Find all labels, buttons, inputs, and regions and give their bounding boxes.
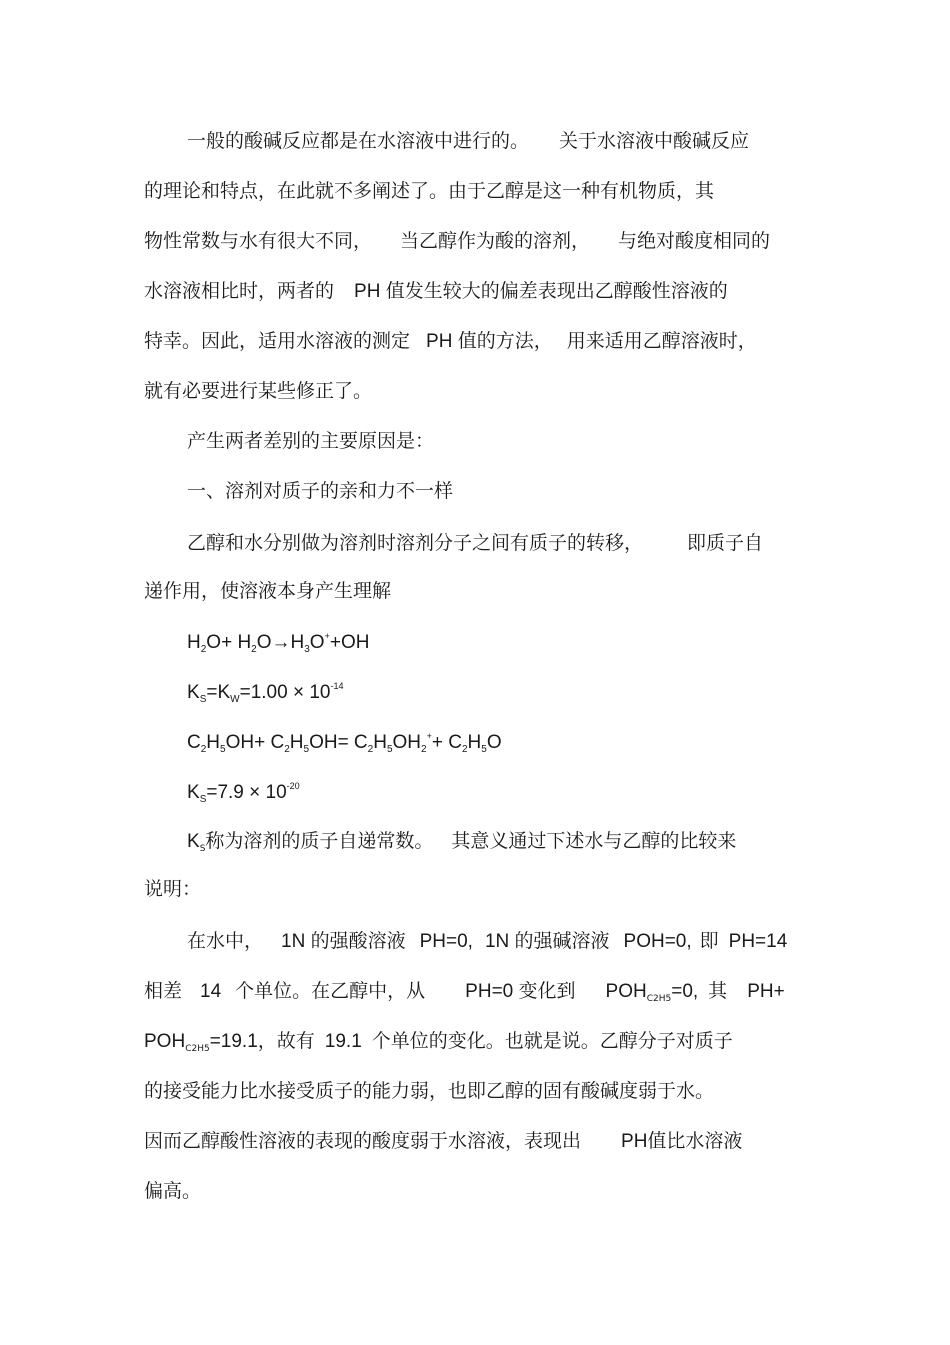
equation-ks-water	[187, 682, 343, 705]
text-run: 即质子自	[687, 532, 764, 554]
text-run: 产生两者差别的主要原因是：	[187, 430, 435, 452]
text-run: PH=14	[728, 931, 788, 952]
text-run: =7.9 × 10	[206, 782, 287, 803]
text-run: H	[206, 732, 221, 753]
text-run: H	[187, 632, 201, 653]
text-run: H	[373, 732, 387, 753]
p6-line-2	[144, 982, 785, 1004]
p1-line-2	[144, 182, 714, 201]
superscript: -14	[330, 681, 344, 691]
text-run: OH+ C	[225, 732, 285, 753]
subscript: 2	[200, 644, 207, 655]
text-run: 即	[699, 930, 719, 952]
text-run: 说明：	[144, 878, 202, 900]
p6-line-6	[144, 1182, 201, 1201]
subscript: 2	[461, 744, 468, 755]
subscript: 3	[304, 644, 310, 655]
subscript: 2	[421, 744, 427, 755]
text-run: 19.1	[324, 1031, 362, 1052]
text-run: 称为溶剂的质子自递常数。	[205, 830, 434, 852]
p2-line	[187, 432, 434, 451]
text-run: 相差	[144, 980, 183, 1002]
text-run: 乙醇和水分别做为溶剂时溶剂分子之间有质子的转移，	[187, 532, 644, 554]
text-run: 偏高。	[144, 1180, 202, 1202]
p4-line-1	[187, 534, 763, 553]
text-run: 水溶液相比时，两者的	[144, 280, 335, 302]
text-run: 因而乙醇酸性溶液的表现的酸度弱于水溶液，表现出	[144, 1130, 582, 1152]
subscript: 2	[284, 744, 290, 755]
subscript: 5	[220, 744, 226, 755]
equation-ethanol-autoprotolysis	[187, 732, 502, 755]
text-run: 1N 的强酸溶液	[281, 931, 406, 952]
text-run: 特幸。因此，适用水溶液的测定	[144, 330, 411, 352]
superscript: +	[426, 731, 432, 741]
text-run: POH	[144, 1031, 186, 1052]
text-run: POH	[605, 981, 647, 1002]
subscript: S	[199, 794, 207, 805]
text-run: 其意义通过下述水与乙醇的比较来	[451, 830, 737, 852]
superscript: -20	[286, 781, 300, 791]
subscript: 2	[367, 744, 374, 755]
text-run: K	[187, 682, 200, 703]
p1-line-5	[144, 332, 757, 351]
text-run: =1.00 × 10	[239, 682, 331, 703]
text-run: 一、溶剂对质子的亲和力不一样	[187, 480, 454, 502]
text-run: O+ H	[206, 632, 252, 653]
subscript: 5	[386, 744, 393, 755]
text-run: H	[289, 732, 304, 753]
text-run: OH	[392, 732, 422, 753]
text-run: 个单位。在乙醇中，从	[235, 980, 426, 1002]
p6-line-3	[144, 1032, 733, 1054]
p6-line-5	[144, 1132, 742, 1151]
text-run: =0,	[671, 981, 699, 1002]
text-run: PH值比水溶液	[621, 1131, 743, 1152]
text-run: 关于水溶液中酸碱反应	[559, 130, 750, 152]
subscript: C2H5	[185, 1044, 210, 1054]
text-run: O	[486, 732, 502, 753]
text-run: O→H	[256, 632, 305, 653]
subscript: 2	[251, 644, 257, 655]
equation-ks-ethanol	[187, 782, 300, 805]
p6-line-4	[144, 1082, 714, 1101]
text-run: OH= C	[309, 732, 368, 753]
subscript: C2H5	[646, 994, 672, 1004]
text-run: PH 值的方法，	[426, 331, 553, 352]
text-run: POH=0,	[623, 931, 692, 952]
text-run: 就有必要进行某些修正了。	[144, 380, 373, 402]
text-run: H	[467, 732, 482, 753]
text-run: 其	[708, 980, 728, 1002]
subscript: S	[199, 694, 207, 705]
p6-line-1	[187, 932, 787, 951]
text-run: 用来适用乙醇溶液时，	[566, 330, 757, 352]
p5-line-1	[187, 832, 736, 854]
text-run: =K	[206, 682, 231, 703]
text-run: +OH	[329, 632, 370, 653]
subscript: S	[199, 844, 206, 854]
text-run: PH+	[747, 981, 785, 1002]
text-run: 的接受能力比水接受质子的能力弱，也即乙醇的固有酸碱度弱于水。	[144, 1080, 715, 1102]
text-run: 个单位的变化。也就是说。乙醇分子对质子	[371, 1030, 733, 1052]
p5-line-2	[144, 880, 201, 899]
text-run: PH 值发生较大的偏差表现出乙醇酸性溶液的	[354, 281, 728, 302]
text-run: PH=0 变化到	[465, 981, 576, 1002]
p1-line-6	[144, 382, 372, 401]
text-run: 1N 的强碱溶液	[484, 931, 610, 952]
p1-line-4	[144, 282, 728, 301]
equation-water-autoprotolysis	[187, 632, 369, 655]
text-run: O	[309, 632, 325, 653]
text-run: =19.1，故有	[209, 1031, 315, 1052]
superscript: +	[324, 631, 330, 641]
text-run: 当乙醇作为酸的溶剂，	[400, 230, 591, 252]
text-run: 14	[200, 981, 222, 1002]
text-run: 的理论和特点，在此就不多阐述了。由于乙醇是这一种有机物质，其	[144, 180, 715, 202]
text-run: K	[187, 831, 200, 852]
subscript: 5	[303, 744, 310, 755]
text-run: 在水中，	[187, 930, 264, 952]
text-run: K	[187, 782, 200, 803]
text-run: 与绝对酸度相同的	[618, 230, 771, 252]
p4-line-2	[144, 582, 391, 601]
text-run: C	[187, 732, 201, 753]
text-run: 物性常数与水有很大不同，	[144, 230, 373, 252]
text-run: 一般的酸碱反应都是在水溶液中进行的。	[187, 130, 530, 152]
text-run: + C	[431, 732, 462, 753]
section-heading	[187, 482, 453, 501]
p1-line-3	[144, 232, 770, 251]
text-run: PH=0,	[419, 931, 473, 952]
subscript: 5	[481, 744, 487, 755]
subscript: W	[230, 694, 240, 705]
subscript: 2	[200, 744, 207, 755]
p1-line-1	[187, 132, 749, 151]
text-run: 递作用，使溶液本身产生理解	[144, 580, 392, 602]
